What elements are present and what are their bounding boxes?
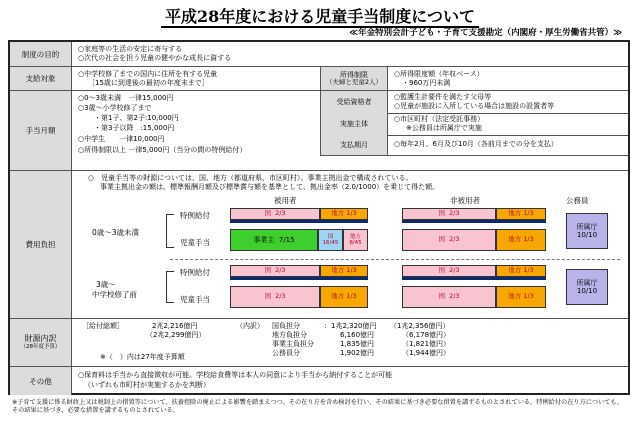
purpose-line-1: ○家庭等の生活の安定に寄与する [78,45,183,53]
g1-non-special-national: 国 2/3 [402,208,496,220]
amount-line-5: ○中学生 一律10,000円 [78,135,165,143]
budget-total: 2兆2,216億円 [152,322,198,330]
system-table [8,40,630,395]
recipient-line-1: ○監護生計要件を満たす父母等 [394,93,492,101]
g2-non-special-national: 国 2/3 [402,265,496,277]
row-purpose [10,42,628,66]
recipient-label: 受給資格者 [320,91,388,113]
g1-allowance-business: 事業主 7/15 [230,229,318,251]
eligible-label: 支給対象 [10,67,72,90]
budget-item-2-name: 地方負担分 [272,331,307,339]
other-line-1: ○保育料は手当から直接徴収が可能。学校給食費等は本人の同意により手当から納付することが可能 [78,371,393,379]
budget-item-2-value: 6,160億円 [340,331,375,339]
page-subtitle: ≪年金特別会計子ども・子育て支援勘定（内閣府・厚生労働省共管）≫ [349,28,622,38]
amount-line-2: ○3歳～小学校修了まで [78,104,152,112]
group-0-3: 0歳～3歳未満 [92,228,140,237]
other-label: その他 [10,367,72,395]
g1-allowance-local: 地方 8/45 [343,229,368,251]
purpose-label: 制度の目的 [10,42,72,66]
g2-special-bar [230,277,368,280]
row-other [10,366,628,395]
g1-special-national: 国 2/3 [230,208,320,220]
g2-allowance-label: 児童手当 [180,295,210,304]
budget-item-1-prev: （1兆2,356億円） [390,322,450,330]
budget-item-1-name: 国負担分 [272,322,300,330]
other-line-2: （いずれも市町村が実施するかを判断） [84,381,210,389]
income-limit-label [320,67,388,91]
implementer-line-2: ※公務員は所属庁で実施 [406,124,482,132]
row-eligible [10,66,628,90]
implementer-label: 実施主体 [320,113,388,135]
g1-special-local: 地方 1/3 [320,208,368,220]
recipient-line-2: ○児童が施設に入所している場合は施設の設置者等 [394,102,555,110]
footnote: ※子育て支援に係る財政上又は税制上の措置等について、扶養控除の廃止による影響を踏まえつつ、その在り方を含め検討を行い、その結果に基づき必要な措置を講ずるものとされている。特例給付の在り方についても、その結果に基づき、必要な措置を講ずるものとされている。 [12,399,623,415]
g2-allowance-national: 国 2/3 [230,286,320,308]
budget-sub: （28年度予算） [20,344,61,350]
budget-breakdown-label: （内訳） [236,322,264,330]
eligible-line-2: ［15歳に到達後の最初の年度末まで］ [88,79,209,87]
g2-non-special-bar [402,277,546,280]
amount-line-6: ○所得制限以上 一律5,000円（当分の間の特例給付） [78,146,247,154]
g2-special-national: 国 2/3 [230,265,320,277]
row-amount [10,90,628,170]
row-burden [10,170,628,318]
col-nonemployee: 非被用者 [450,196,480,205]
page-title: 平成28年度における児童手当制度について [0,4,640,27]
g1-special-bar [230,220,368,223]
burden-note-2: 事業主拠出金の額は、標準報酬月額及び標準賞与額を基準として、拠出金率（2.0/1000）を乗じて得た額。 [100,183,440,191]
budget-item-3-value: 1,835億円 [340,340,375,348]
budget-item-4-value: 1,902億円 [340,349,375,357]
burden-label: 費用負担 [10,171,72,318]
g2-non-allowance-national: 国 2/3 [402,286,496,308]
payment-label: 支払期月 [320,135,388,155]
group-3-jhs-b: 中学校修了前 [92,290,137,299]
budget-item-2-prev: （6,178億円） [402,331,451,339]
budget-total-prev: （2兆2,299億円） [146,331,206,339]
g1-non-special-local: 地方 1/3 [496,208,546,220]
budget-total-label: ［給付総額］ [82,322,124,330]
amount-line-1: ○0～3歳未満 一律15,000円 [78,94,174,102]
g1-public-box: 所属庁 10/10 [566,213,608,249]
budget-title: 財源内訳 [24,334,57,344]
g1-non-allowance-local: 地方 1/3 [496,229,546,251]
col-public: 公務員 [566,196,589,205]
payment-text: ○毎年2月、6月及び10月（各前月までの分を支払） [394,140,558,148]
income-limit-sub: （夫婦と児童2人） [325,78,383,87]
g1-non-special-bar [402,220,546,223]
g1-special-label: 特例給付 [180,211,210,220]
amount-label: 手当月額 [10,91,72,170]
purpose-line-2: ○次代の社会を担う児童の健やかな成長に資する [78,54,232,62]
g2-non-allowance-local: 地方 1/3 [496,286,546,308]
g1-non-allowance-national: 国 2/3 [402,229,496,251]
income-limit-line-1: ○所得限度額（年収ベース） [394,70,484,78]
implementer-line-1: ○市区町村（法定受託事務） [394,115,485,123]
budget-item-4-prev: （1,944億円） [402,349,451,357]
budget-note: ※（ ）内は27年度予算額 [100,353,185,361]
eligible-line-1: ○中学校修了までの国内に住所を有する児童 [78,70,218,78]
income-limit-title: 所得制限 [340,70,368,79]
group-3-jhs-a: 3歳～ [96,280,116,289]
g2-non-special-local: 地方 1/3 [496,265,546,277]
income-limit-line-2: ・960万円未満 [402,79,451,87]
budget-item-1-value: ：1兆2,320億円 [324,322,377,330]
g2-allowance-local: 地方 1/3 [320,286,368,308]
budget-label [10,319,72,366]
g1-allowance-label: 児童手当 [180,238,210,247]
g2-public-box: 所属庁 10/10 [566,269,608,305]
amount-line-3: ・第1子、第2子:10,000円 [94,114,179,122]
g2-special-label: 特例給付 [180,268,210,277]
budget-item-3-prev: （1,821億円） [402,340,451,348]
burden-note-1: ○ 児童手当等の財源については、国、地方（都道府県、市区町村）、事業主拠出金で構成されている。 [88,174,413,182]
g1-allowance-national: 国 16/45 [318,229,343,251]
amount-line-4: ・第3子以降 :15,000円 [94,124,175,132]
g2-special-local: 地方 1/3 [320,265,368,277]
budget-item-3-name: 事業主負担分 [272,340,314,348]
row-budget [10,318,628,366]
budget-item-4-name: 公務員分 [272,349,300,357]
col-employee: 被用者 [274,196,297,205]
